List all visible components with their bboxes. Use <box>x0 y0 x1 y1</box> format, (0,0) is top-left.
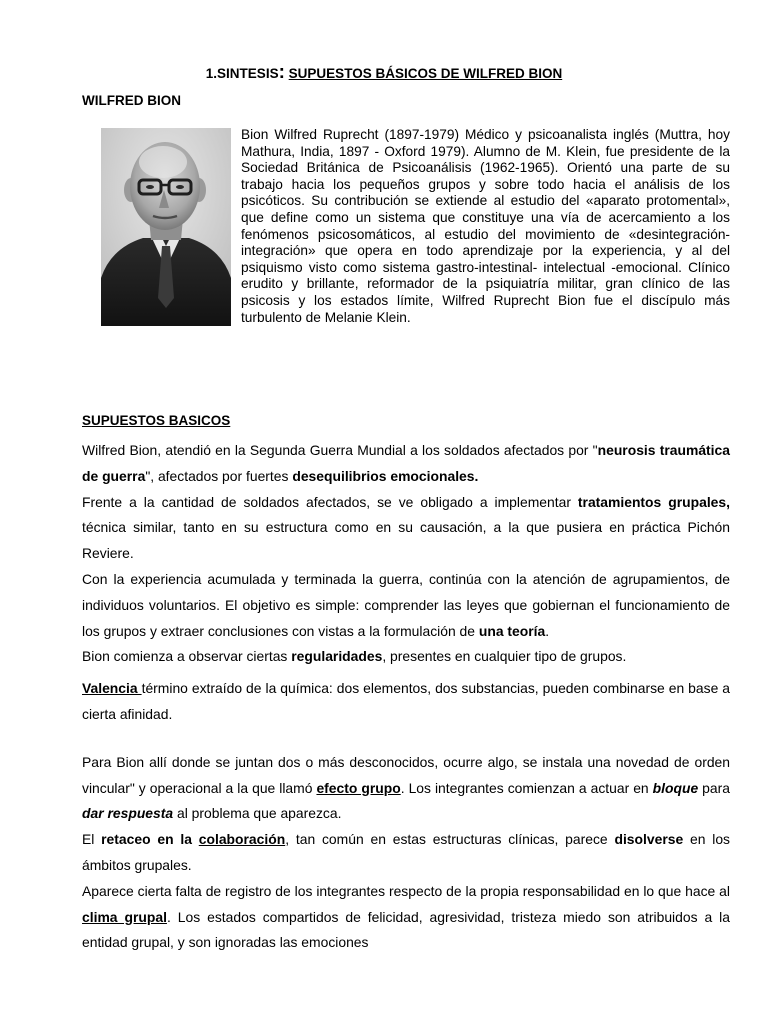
title-main: SUPUESTOS BÁSICOS DE WILFRED BION <box>288 66 563 81</box>
author-heading: WILFRED BION <box>82 93 181 108</box>
paragraph-2 <box>82 490 730 567</box>
bold-term: retaceo en la <box>101 831 199 848</box>
bold-underlined-term: Valencia <box>82 680 142 697</box>
bold-underlined-term: colaboración <box>198 831 286 848</box>
bold-italic-term: bloque <box>652 779 699 796</box>
bold-term: tratamientos grupales, <box>577 493 730 510</box>
paragraph-5 <box>82 676 730 728</box>
paragraph-4 <box>82 644 730 670</box>
text: Para Bion allí donde se juntan dos o más desconocidos, ocurre algo, se instala una novedad de orden vincular" y operacional a la que llamó <box>82 753 730 796</box>
page-title <box>0 62 768 84</box>
bold-term: disolverse <box>614 831 684 848</box>
section-body <box>82 438 730 956</box>
text: . Los estados compartidos de felicidad, agresividad, tristeza miedo son atribuidos a la entidad grupal, y son ignoradas las emociones <box>82 908 730 951</box>
paragraph-3 <box>82 567 730 644</box>
author-portrait-image <box>101 128 231 326</box>
text: Con la experiencia acumulada y terminada la guerra, continúa con la atención de agrupamientos, de individuos voluntarios. El objetivo es simple: comprender las leyes que gobiernan el funcionamiento de los grupos y extraer conclusiones con vistas a la formulación de <box>82 570 730 639</box>
text: ", afectados por fuertes <box>145 467 293 484</box>
text: , tan común en estas estructuras clínicas, parece <box>285 831 615 848</box>
bold-italic-term: dar respuesta <box>82 805 174 822</box>
bold-term: desequilibrios emocionales. <box>292 467 479 484</box>
bold-underlined-term: efecto grupo <box>316 779 401 796</box>
text: El <box>82 831 102 848</box>
bold-term: neurosis traumática de guerra <box>82 442 730 484</box>
text: al problema que aparezca. <box>173 805 342 822</box>
text: Bion comienza a observar ciertas <box>82 648 292 665</box>
author-bio-text: Bion Wilfred Ruprecht (1897-1979) Médico y psicoanalista inglés (Muttra, hoy Mathura, India, 1897 - Oxford 1979). Alumno de M. Klein, fue presidente de la Sociedad Británica de Psicoanálisis (1962-1965). Orientó una parte de su trabajo hacia los pequeños grupos y sobre todo hacia el análisis de los psicóticos. Su contribución se extiende al estudio del «aparato protomental», que define como un sistema que constituye una vía de acercamiento a los fenómenos psicosomáticos, al estudio del movimiento de «desintegración-integración» que opera en todo aprendizaje por la experiencia, y al del psiquismo visto como sistema gastro-intestinal- intelectual -emocional. Clínico erudito y brillante, reformador de la psiquiatría militar, gran clínico de las psicosis y los estados límite, Wilfred Ruprecht Bion fue el discípulo más turbulento de Melanie Klein. <box>241 127 730 325</box>
bold-term: una teoría <box>478 622 546 639</box>
bold-underlined-term: clima grupal <box>82 908 167 925</box>
author-portrait <box>101 128 231 326</box>
text: Wilfred Bion, atendió en la Segunda Guerra Mundial a los soldados afectados por " <box>82 442 598 458</box>
paragraph-6 <box>82 750 730 827</box>
paragraph-1 <box>82 438 730 490</box>
text: técnica similar, tanto en su estructura como en su causación, a la que pusiera en práctica Pichón Reviere. <box>82 519 730 562</box>
paragraph-8 <box>82 879 730 956</box>
paragraph-7 <box>82 827 730 879</box>
title-colon: : <box>278 62 285 83</box>
text: . Los integrantes comienzan a actuar en <box>400 779 653 796</box>
section-heading: SUPUESTOS BASICOS <box>82 413 231 428</box>
bold-term: regularidades <box>291 648 383 665</box>
text: Frente a la cantidad de soldados afectados, se ve obligado a implementar <box>82 493 578 510</box>
text: para <box>698 779 730 796</box>
text: término extraído de la química: dos elementos, dos substancias, pueden combinarse en base a cierta afinidad. <box>82 680 730 722</box>
title-lead: 1.SINTESIS <box>205 66 279 81</box>
text: , presentes en cualquier tipo de grupos. <box>382 648 627 665</box>
text: Aparece cierta falta de registro de los integrantes respecto de la propia responsabilidad en lo que hace al <box>82 882 730 899</box>
text: . <box>545 622 550 639</box>
text: en los ámbitos grupales. <box>82 831 730 873</box>
